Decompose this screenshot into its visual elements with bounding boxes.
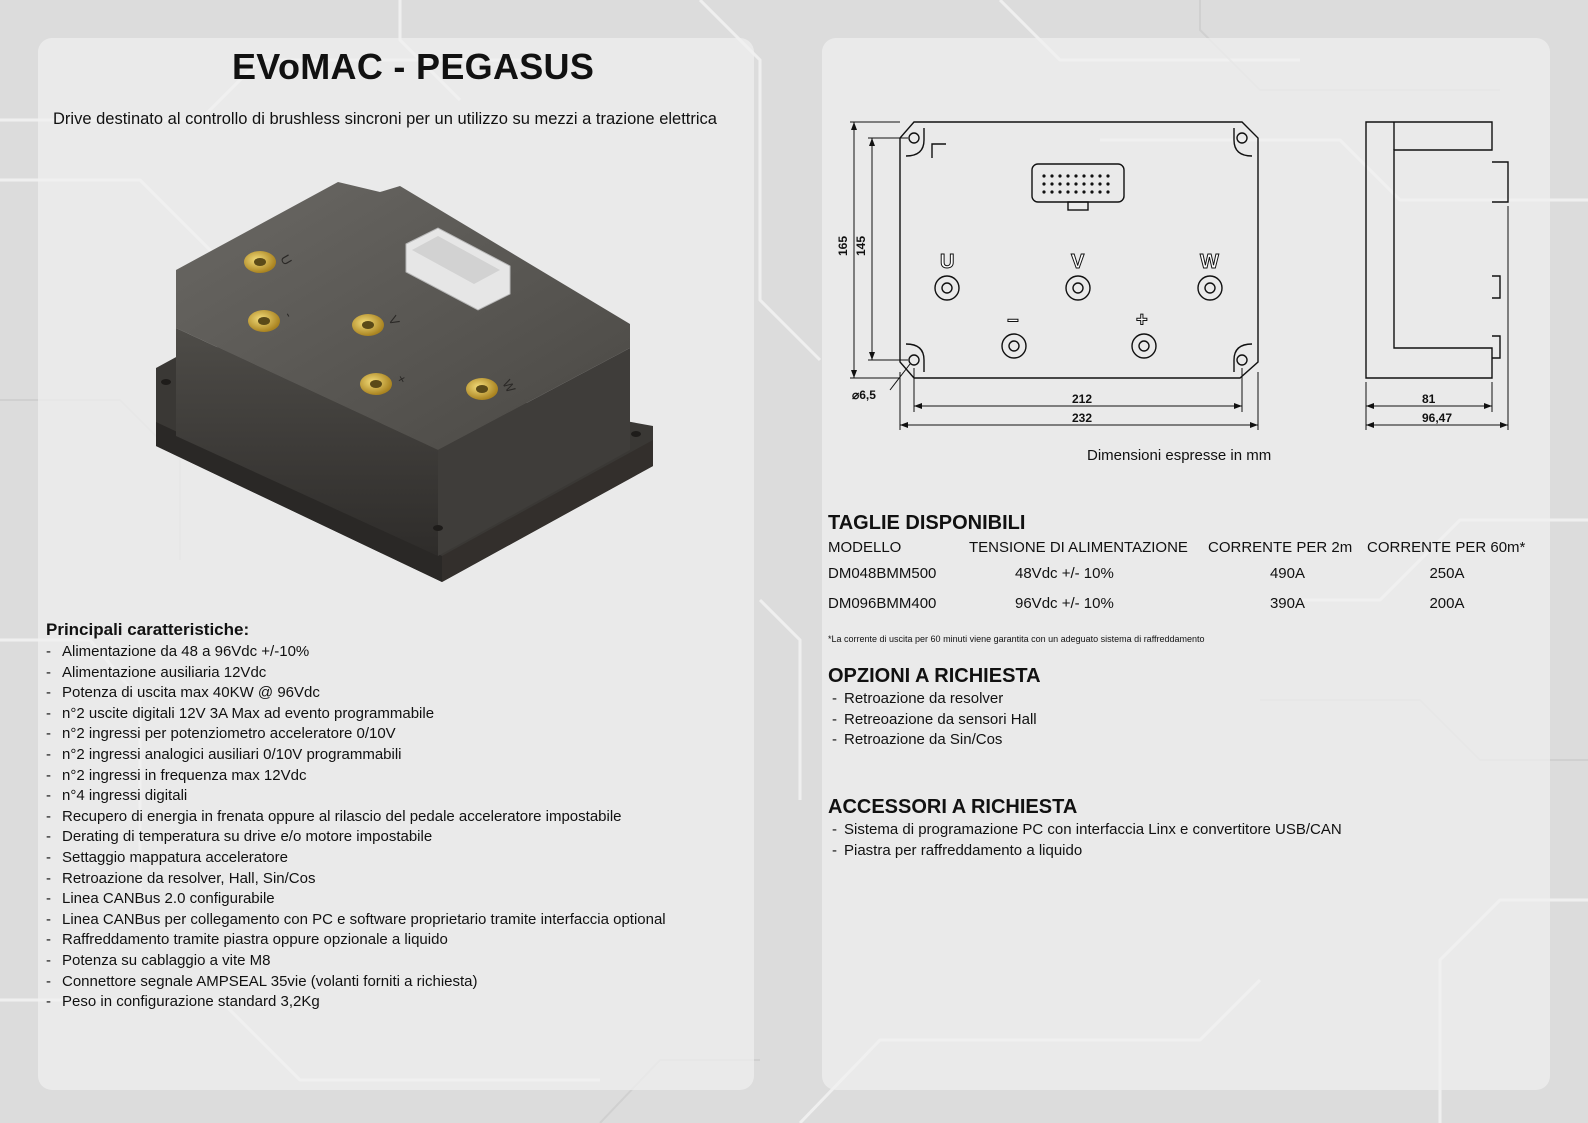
list-item: - Sistema di programazione PC con interfaccia Linx e convertitore USB/CAN: [832, 821, 1342, 838]
dim-depth-outer: 96,47: [1422, 411, 1453, 425]
table-row: [828, 588, 1527, 618]
features-title: Principali caratteristiche:: [46, 620, 250, 639]
page-title: EVoMAC - PEGASUS: [232, 46, 595, 87]
terminal-label-v: V: [385, 313, 403, 329]
drawing-label-u: U: [940, 251, 955, 273]
column-header: CORRENTE PER 60m*: [1367, 538, 1526, 556]
dim-height-inner: 145: [854, 235, 868, 256]
list-item: - Potenza di uscita max 40KW @ 96Vdc: [46, 684, 320, 702]
table-row: [828, 558, 1527, 588]
terminal-label-w: W: [499, 377, 519, 396]
sizes-table: [828, 536, 1527, 618]
column-header: TENSIONE DI ALIMENTAZIONE: [969, 538, 1188, 556]
table-cell: 390A: [1269, 594, 1306, 612]
accessories-list: [832, 820, 1342, 861]
column-header: CORRENTE PER 2m: [1208, 538, 1353, 556]
list-item: - Retroazione da resolver: [832, 690, 1004, 707]
list-item: - Alimentazione da 48 a 96Vdc +/-10%: [46, 643, 310, 660]
list-item: - Connettore segnale AMPSEAL 35vie (volanti forniti a richiesta): [46, 972, 478, 990]
dim-width-inner: 212: [1072, 392, 1093, 406]
terminal-label-plus: +: [393, 372, 411, 387]
terminal-w: [466, 378, 498, 400]
technical-drawing: [828, 110, 1528, 440]
list-item: - n°2 ingressi analogici ausiliari 0/10V programmabili: [46, 745, 402, 763]
list-item: - Recupero di energia in frenata oppure al rilascio del pedale acceleratore impostabile: [46, 807, 622, 825]
table-cell: 490A: [1269, 564, 1306, 582]
list-item: - Derating di temperatura su drive e/o motore impostabile: [46, 828, 433, 846]
list-item: - Raffreddamento tramite piastra oppure opzionale a liquido: [46, 931, 448, 949]
dim-height-outer: 165: [836, 235, 850, 256]
table-cell: 200A: [1429, 594, 1465, 612]
list-item: - Retroazione da Sin/Cos: [832, 731, 1003, 749]
list-item: - Linea CANBus per collegamento con PC e software proprietario tramite interfaccia optional: [46, 910, 666, 928]
list-item: - n°2 ingressi in frequenza max 12Vdc: [46, 766, 307, 784]
terminal-minus: [248, 310, 280, 332]
dimensions-caption: Dimensioni espresse in mm: [1087, 447, 1272, 464]
list-item: - Peso in configurazione standard 3,2Kg: [46, 993, 320, 1011]
table-cell: DM048BMM500: [828, 564, 937, 582]
drawing-label-w: W: [1200, 251, 1219, 273]
list-item: - Linea CANBus 2.0 configurabile: [46, 890, 275, 908]
list-item: - Retroazione da resolver, Hall, Sin/Cos: [46, 869, 316, 887]
table-cell: DM096BMM400: [828, 594, 937, 612]
table-cell: 48Vdc +/- 10%: [1015, 564, 1114, 582]
options-list: [832, 689, 1037, 751]
list-item: - Alimentazione ausiliaria 12Vdc: [46, 663, 267, 681]
drawing-label-plus: +: [1136, 309, 1148, 331]
terminal-label-minus: -: [281, 309, 297, 321]
terminal-u: [244, 251, 276, 273]
list-item: - Retreoazione da sensori Hall: [832, 710, 1037, 728]
table-cell: 250A: [1429, 564, 1465, 582]
terminal-v: [352, 314, 384, 336]
column-header: MODELLO: [828, 538, 902, 556]
page-subtitle: Drive destinato al controllo di brushless sincroni per un utilizzo su mezzi a trazione elettrica: [53, 110, 717, 128]
dim-hole-diameter: ⌀6,5: [852, 388, 876, 402]
terminal-plus: [360, 373, 392, 395]
drawing-label-minus: −: [1007, 310, 1019, 332]
list-item: - Piastra per raffreddamento a liquido: [832, 841, 1083, 859]
table-header-row: [828, 536, 1527, 558]
list-item: - Settaggio mappatura acceleratore: [46, 848, 288, 866]
table-cell: 96Vdc +/- 10%: [1015, 594, 1114, 612]
options-title: OPZIONI A RICHIESTA: [828, 665, 1041, 687]
drawing-label-v: V: [1071, 251, 1085, 273]
dim-depth-inner: 81: [1422, 392, 1436, 406]
dim-width-outer: 232: [1072, 411, 1093, 425]
list-item: - n°2 uscite digitali 12V 3A Max ad evento programmabile: [46, 704, 435, 722]
accessories-title: ACCESSORI A RICHIESTA: [828, 796, 1078, 818]
terminal-label-u: U: [277, 252, 296, 268]
sizes-title: TAGLIE DISPONIBILI: [828, 512, 1026, 534]
list-item: - n°4 ingressi digitali: [46, 787, 188, 805]
product-image: [148, 178, 668, 588]
features-list: [46, 642, 666, 1013]
list-item: - n°2 ingressi per potenziometro acceleratore 0/10V: [46, 725, 396, 743]
list-item: - Potenza su cablaggio a vite M8: [46, 951, 271, 969]
sizes-footnote: *La corrente di uscita per 60 minuti viene garantita con un adeguato sistema di raffreddamento: [828, 634, 1205, 644]
